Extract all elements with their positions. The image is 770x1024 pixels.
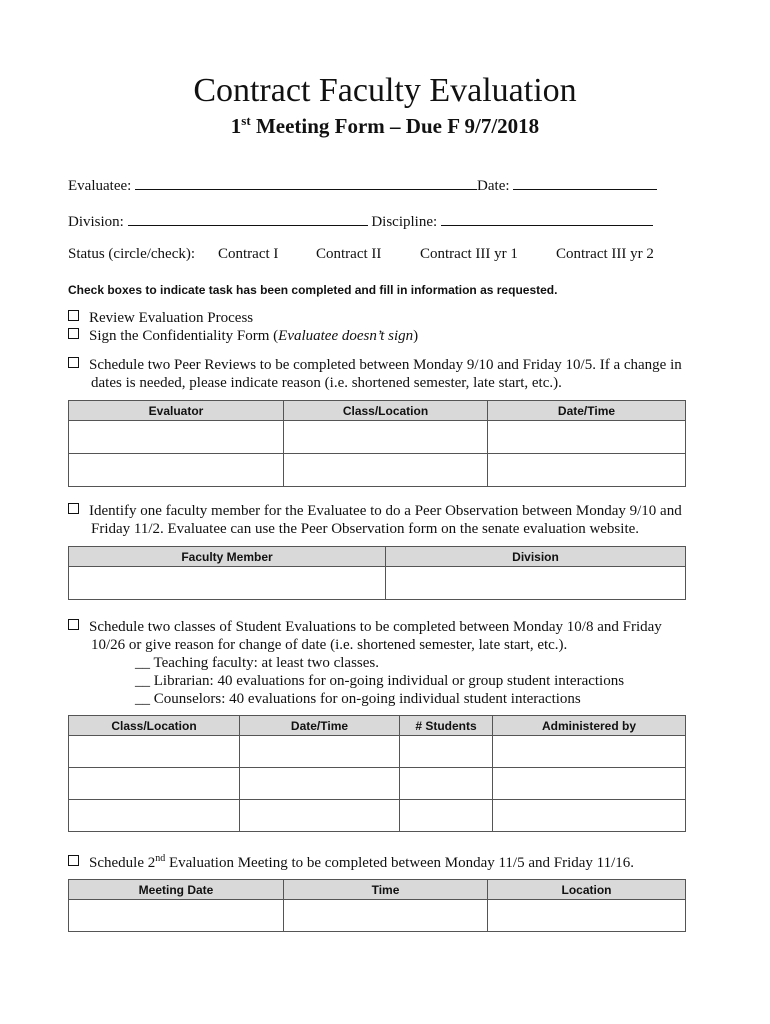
task-review: [68, 310, 253, 327]
discipline-label: Discipline:: [371, 214, 438, 230]
form-subtitle: [0, 113, 770, 139]
table-row: [69, 900, 686, 932]
peer-reviews-checkbox[interactable]: [68, 357, 79, 368]
col-time: Time: [284, 880, 488, 900]
table-cell[interactable]: [69, 768, 240, 800]
subtitle-number: 1: [230, 114, 242, 138]
instructions: Check boxes to indicate task has been completed and fill in information as requested.: [68, 283, 558, 297]
confidentiality-close: ): [413, 328, 419, 344]
table-cell[interactable]: [400, 800, 493, 832]
task-second-meeting: [68, 853, 634, 872]
review-text: Review Evaluation Process: [89, 310, 254, 326]
confidentiality-italic-note: Evaluatee doesn’t sign: [278, 328, 414, 344]
col-administered-by: Administered by: [493, 716, 686, 736]
peer-reviews-text-1: Schedule two Peer Reviews to be completed between Monday 9/10 and Friday 10/5. If a change in: [89, 357, 682, 373]
table-cell[interactable]: [69, 421, 284, 454]
status-option-contract-1[interactable]: Contract I: [218, 246, 279, 262]
status-option-contract-3-yr-2[interactable]: Contract III yr 2: [556, 246, 654, 262]
peer-observation-text-1: Identify one faculty member for the Evaluatee to do a Peer Observation between Monday 9/10 and: [89, 503, 682, 519]
table-cell[interactable]: [400, 768, 493, 800]
date-blank[interactable]: [513, 175, 657, 190]
evaluatee-label: Evaluatee:: [68, 178, 132, 194]
second-meeting-text-prefix: Schedule 2: [89, 855, 156, 871]
table-row: [69, 736, 686, 768]
table-cell[interactable]: [493, 736, 686, 768]
table-cell[interactable]: [69, 454, 284, 487]
student-evaluations-text-1: Schedule two classes of Student Evaluations to be completed between Monday 10/8 and Friday: [89, 619, 662, 635]
second-meeting-table: [68, 879, 686, 932]
form-title: Contract Faculty Evaluation: [193, 72, 577, 109]
peer-reviews-table: [68, 400, 686, 487]
table-row: [69, 800, 686, 832]
table-cell[interactable]: [493, 800, 686, 832]
table-row: [69, 421, 686, 454]
peer-observation-checkbox[interactable]: [68, 503, 79, 514]
col-location: Location: [488, 880, 686, 900]
table-cell[interactable]: [69, 900, 284, 932]
table-cell[interactable]: [284, 900, 488, 932]
table-cell[interactable]: [69, 567, 386, 600]
status-label: Status (circle/check):: [68, 246, 196, 262]
table-cell[interactable]: [488, 900, 686, 932]
status-option-contract-3-yr-1[interactable]: Contract III yr 1: [420, 246, 518, 262]
status-option-contract-2[interactable]: Contract II: [316, 246, 382, 262]
peer-observation-table: [68, 546, 686, 600]
table-cell[interactable]: [240, 736, 400, 768]
col-faculty-member: Faculty Member: [69, 547, 386, 567]
subtitle-ordinal: st: [241, 113, 251, 128]
col-meeting-date: Meeting Date: [69, 880, 284, 900]
col-evaluator: Evaluator: [69, 401, 284, 421]
table-cell[interactable]: [284, 454, 488, 487]
librarian-line: __ Librarian: 40 evaluations for on-going individual or group student interactions: [135, 673, 625, 689]
peer-reviews-text-2: dates is needed, please indicate reason (i.e. shortened semester, late start, etc.).: [91, 375, 562, 391]
subtitle-text: Meeting Form – Due F 9/7/2018: [250, 114, 540, 138]
confidentiality-text: Sign the Confidentiality Form (: [89, 328, 279, 344]
table-cell[interactable]: [284, 421, 488, 454]
col-class-location: Class/Location: [69, 716, 240, 736]
second-meeting-checkbox[interactable]: [68, 855, 79, 866]
counselors-line: __ Counselors: 40 evaluations for on-going individual student interactions: [135, 691, 581, 707]
evaluatee-blank[interactable]: [135, 175, 477, 190]
discipline-blank[interactable]: [441, 211, 653, 226]
confidentiality-checkbox[interactable]: [68, 328, 79, 339]
task-student-evaluations: [68, 619, 662, 636]
table-cell[interactable]: [69, 736, 240, 768]
second-meeting-ordinal: nd: [155, 853, 166, 864]
division-label: Division:: [68, 214, 124, 230]
col-students: # Students: [400, 716, 493, 736]
task-peer-reviews: [68, 357, 682, 374]
table-row: [69, 454, 686, 487]
table-cell[interactable]: [240, 768, 400, 800]
teaching-faculty-line: __ Teaching faculty: at least two classes.: [135, 655, 380, 671]
student-evaluations-table: [68, 715, 686, 832]
table-cell[interactable]: [488, 421, 686, 454]
table-cell[interactable]: [386, 567, 686, 600]
peer-observation-text-2: Friday 11/2. Evaluatee can use the Peer Observation form on the senate evaluation website.: [91, 521, 640, 537]
table-row: [69, 567, 686, 600]
task-peer-observation: [68, 503, 682, 520]
col-division: Division: [386, 547, 686, 567]
review-checkbox[interactable]: [68, 310, 79, 321]
second-meeting-text: Evaluation Meeting to be completed between Monday 11/5 and Friday 11/16.: [165, 855, 635, 871]
col-date-time: Date/Time: [240, 716, 400, 736]
table-cell[interactable]: [488, 454, 686, 487]
table-cell[interactable]: [400, 736, 493, 768]
table-cell[interactable]: [240, 800, 400, 832]
table-cell[interactable]: [69, 800, 240, 832]
division-blank[interactable]: [128, 211, 368, 226]
col-date-time: Date/Time: [488, 401, 686, 421]
student-evaluations-text-2: 10/26 or give reason for change of date (i.e. shortened semester, late start, etc.).: [91, 637, 568, 653]
division-row: [68, 211, 653, 231]
task-confidentiality: [68, 328, 418, 345]
table-cell[interactable]: [493, 768, 686, 800]
col-class-location: Class/Location: [284, 401, 488, 421]
table-row: [69, 768, 686, 800]
date-label: Date:: [477, 178, 510, 194]
evaluatee-row: [68, 175, 657, 195]
student-evaluations-checkbox[interactable]: [68, 619, 79, 630]
